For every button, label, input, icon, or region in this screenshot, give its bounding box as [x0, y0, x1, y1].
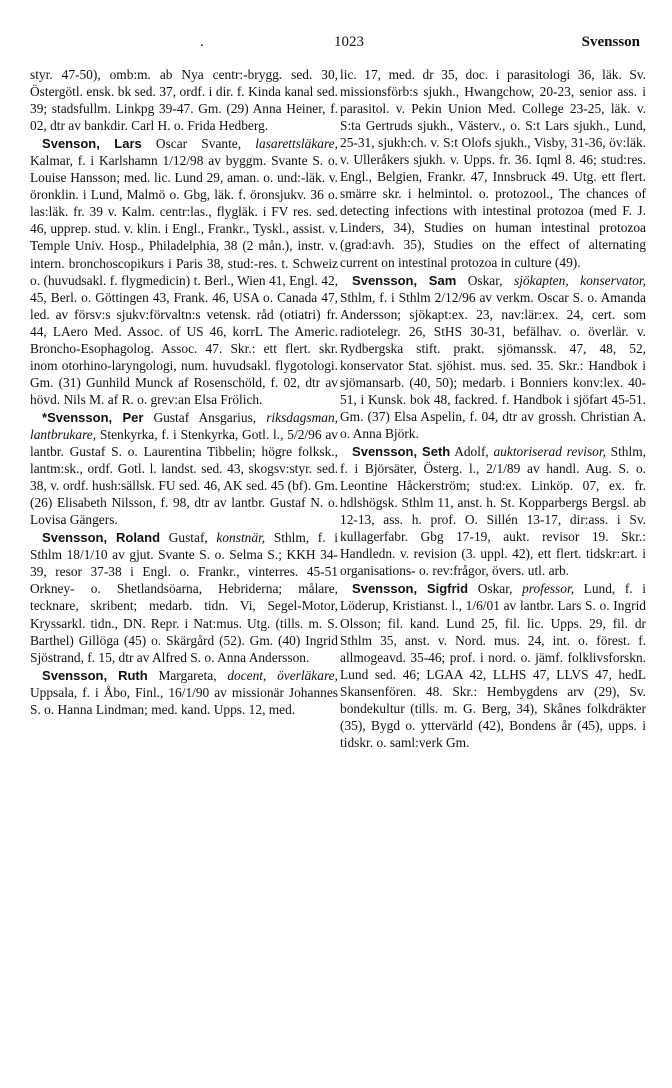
page-header [28, 34, 640, 58]
header-dot: . [200, 34, 204, 50]
page-number: 1023 [334, 34, 364, 50]
biography-entry [30, 529, 338, 665]
biography-entry [340, 272, 646, 442]
entry-given-names: Oscar Svante, [155, 136, 242, 152]
entry-text: styr. 47-50), omb:m. ab Nya centr:-brygg. sed. 30, Östergötl. ensk. bk sed. 37, ordf. i dir. f. Kinda kanal sed. 39; stadsfullm. Linkpg 39-47. Gm. (29) Anna Heiner, f. 02, dtr av bankdir. Carl H. o. Frida Hedberg. [30, 67, 338, 134]
entry-text: Sthlm, f. i Björsäter, Österg. l., 2/1/89 av handl. Aug. S. o. Leontine Håckerström; stud:ex. Linköp. 07, ex. fr. hdlshögsk. Sthlm 11, anst. h. St. Kopparbergs Bergsl. ab 12-13, ass. h. prof. O. Sillén 13-17, dir:ass. i Sv. kullagerfabr. Gbg 17-19, aukt. revisor 19. Skr.: Handledn. v. revision (3. uppl. 42), ett flert. tidskr:art. i organisations- o. rev:frågor, övers. utl. arb. [340, 444, 646, 579]
entry-given-names: Oskar, [467, 272, 503, 288]
entry-occupation: professor, [522, 581, 575, 597]
entry-name: Svensson, Ruth [42, 667, 148, 683]
entry-text: Sthlm, f. i Sthlm 18/1/10 av gjut. Svante S. o. Selma S.; KKH 34-39, resor 37-38 i Engl. o. Frankr., vinterres. 45-51 Orkney- o. Shetlandsöarna, Hebriderna; målare, tecknare, skribent; medarb. tidn. Vi, Segel-Motor, Kryssarkl. tidn., DN. Repr. i Nat:mus. Utg. (tills. m. S. Barthel) Gillöga (45) o. Skärgård (52). Gm. (40) Ingrid Sjöstrand, f. 15, dtr av Alfred S. o. Anna Andersson. [30, 530, 338, 665]
entry-given-names: Gustaf, [168, 530, 208, 546]
biography-entry [340, 580, 646, 750]
entry-name: Svensson, Seth [352, 444, 451, 460]
left-column [30, 66, 338, 719]
entry-name: Svensson, Sigfrid [352, 581, 469, 597]
right-column [340, 66, 646, 752]
entry-given-names: Oskar, [477, 581, 513, 597]
entry-text: Lund, f. i Löderup, Kristianst. l., 1/6/01 av lantbr. Lars S. o. Ingrid Olsson; fil. kand. Lund 25, fil. lic. Upps. 29, fil. dr Sthlm 35, anst. v. Nord. mus. 24, int. o. förest. f. allmogeavd. 35-46; prof. i nord. o. jämf. folklivsforskn. Lund sed. 46; LGAA 42, LLHS 47, LLVS 47, hedL Skansenfören. 48. Skr.: Hembygdens arv (29), Sv. bondekultur (tills. m. G. Berg, 34), Skånes folkdräkter (35), Bygd o. yttervärld (42), Bondens år (45), upps. i tidskr. o. saml:verk Gm. [340, 581, 646, 750]
biography-entry [340, 66, 646, 271]
entry-occupation: docent, överläkare, [227, 667, 338, 683]
entry-name: Svensson, Sam [352, 272, 457, 288]
biography-entry [30, 667, 338, 718]
entry-given-names: Adolf, [454, 444, 489, 460]
entry-occupation: konstnär, [216, 530, 266, 546]
entry-occupation: sjökapten, konservator, [514, 272, 646, 288]
entry-name: Svensson, Roland [42, 530, 161, 546]
entry-text: Stenkyrka, f. i Stenkyrka, Gotl. l., 5/2/96 av lantbr. Gustaf S. o. Laurentina Tibbelin; högre folksk., lantm:sk., ordf. Gotl. l. landst. sed. 43, skogsv:styr. sed. 38, v. ordf. hush:sällsk. FU sed. 46, AK sed. 45 (bf). Gm. (26) Elisabeth Nilsson, f. 98, dtr av lantbr. Gustaf N. o. Lovisa Gängers. [30, 426, 338, 528]
running-head: Svensson [581, 34, 640, 50]
entry-name: *Svensson, Per [42, 409, 144, 425]
entry-text: lic. 17, med. dr 35, doc. i parasitologi 36, läk. Sv. missionsförb:s sjukh., Hwangchow, 20-23, senior ass. i parasitol. v. Pekin Union Med. College 23-25, läk. v. S:ta Gertruds sjukh., Västerv., o. S:t Lars sjukh., Lund, 25-31, sjukh:ch. v. S:t Olofs sjukh., Visby, 31-36, öv:läk. v. Ulleråkers sjukh. v. Upps. fr. 36. Iqml 8. 46; stud:res. Engl., Belgien, Frankr. 47, Innsbruck 49. Utg. ett flert. smärre skr. i helmintol. o. protozool., The chances of detecting infections with intestinal protozoa (med F. J. Linders, 34), Studies on human intestinal protozoa (grad:avh. 35), Studies on the effect of alternating current on intestinal protozoa in culture (49). [340, 67, 646, 270]
entry-text: Kalmar, f. i Karlshamn 1/12/98 av byggm. Svante S. o. Louise Hansson; med. lic. Lund 29, aman. o. und:-läk. v. öronklin. i Lund, Malmö o. Gbg, läk. f. öronsjukv. 36 o. las:läk. fr. 39 v. Kalm. centr:las., flygläk. i FV res. sed. 46, upprep. stud. v. klin. i Engl., Frankr., Tyskl., assist. v. Temple Univ. Hosp., Philadelphia, 38 (2 mån.), instr. v. intern. bronchoscopikurs i Paris 38, stud:-res. t. Schweiz o. (huvudsakl. f. flygmedicin) t. Berl., Wien 41, Engl. 42, 45, Berl. o. Göttingen 43, Frank. 46, USA o. Canada 47, led. av försv:s sjukv:förvaltn:s vetensk. råd (otiatri) fr. 44, LAero Med. Assoc. of US 46, korrL The Americ. Broncho-Esophagolog. Assoc. 47. Skr.: ett flert. skr. inom otorhino-laryngologi, num. huvudsakl. flygotologi. Gm. (31) Gunhild Munck af Rosenschöld, f. 02, dtr av hövd. Nils M. af R. o. grev:an Elsa Frölich. [30, 153, 338, 407]
biography-entry [340, 443, 646, 579]
entry-text: Sthlm, f. i Sthlm 2/12/96 av verkm. Oscar S. o. Amanda Andersson; sjökapt:ex. 23, nav:lär:ex. 24, cert. som radiotelegr. 26, StHS 30-31, befälhav. o. överlär. v. Rydbergska stift. prakt. sjömanssk. 47, 48, 52, konservator Stat. sjöhist. mus. sed. 35. Skr.: Handbok i sjömansarb. (40, 50); medarb. i Bonniers konv:lex. 40-51, i Kunsk. bok 48, fackred. f. Handbok i sjöfart 45-51. Gm. (37) Elsa Aspelin, f. 04, dtr av grossh. Christian A. o. Anna Björk. [340, 289, 646, 441]
entry-given-names: Margareta, [158, 667, 217, 683]
biography-entry [30, 135, 338, 408]
entry-text: Uppsala, f. i Åbo, Finl., 16/1/90 av missionär Johannes S. o. Hanna Lindman; med. kand. Upps. 12, med. [30, 684, 338, 717]
entry-occupation: lasarettsläkare, [255, 136, 338, 152]
entry-occupation: auktoriserad revisor, [493, 444, 606, 460]
entry-name: Svenson, Lars [42, 136, 142, 152]
entry-occupation: riksdagsman, lantbrukare, [30, 409, 338, 442]
biography-entry [30, 409, 338, 528]
biography-entry [30, 66, 338, 134]
entry-given-names: Gustaf Ansgarius, [153, 409, 257, 425]
